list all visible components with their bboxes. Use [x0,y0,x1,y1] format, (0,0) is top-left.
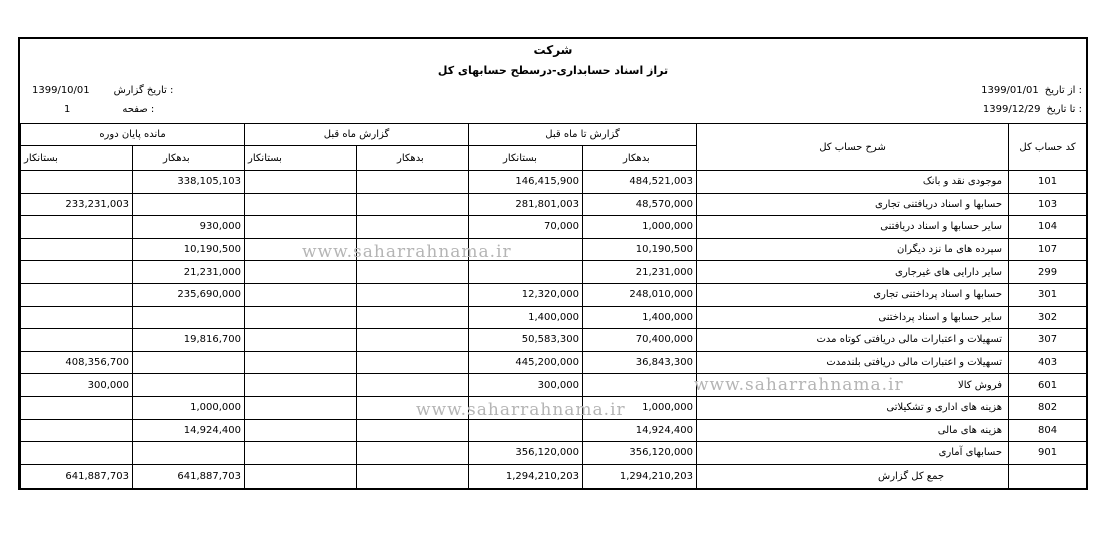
company-name: شرکت [533,43,573,57]
prev-debit-cell [357,216,469,239]
end-debit-cell [133,306,245,329]
group-end-balance: مانده پایان دوره [21,124,245,146]
table-row [21,329,1087,352]
table-row [21,351,1087,374]
prev-credit-header: بستانکار [245,146,357,171]
prev-credit-cell [245,442,357,465]
account-code-cell: 101 [1009,171,1087,194]
end-credit-cell [21,283,133,306]
end-credit-cell [21,306,133,329]
upto-credit-cell: 70,000 [469,216,583,239]
account-code-cell: 601 [1009,374,1087,397]
upto-credit-header: بستانکار [469,146,583,171]
group-prev-month: گزارش ماه قبل [245,124,469,146]
group-until-prev-month: گزارش تا ماه قبل [469,124,697,146]
table-row [21,283,1087,306]
prev-debit-header: بدهکار [357,146,469,171]
table-row [21,216,1087,239]
total-code [1009,464,1087,489]
end-credit-cell [21,396,133,419]
end-credit-cell: 408,356,700 [21,351,133,374]
watermark: www.saharrahnama.ir [694,375,904,395]
report-frame [18,37,1088,490]
trial-balance-table [20,123,1087,490]
upto-debit-cell: 10,190,500 [583,238,697,261]
account-desc-cell: تسهیلات و اعتبارات مالی دریافتی کوتاه مدت [697,329,1009,352]
report-title: تراز اسناد حسابداری-درسطح حسابهای کل [437,64,669,77]
account-code-cell: 804 [1009,419,1087,442]
upto-debit-cell [583,374,697,397]
upto-credit-cell: 50,583,300 [469,329,583,352]
end-credit-header: بستانکار [21,146,133,171]
upto-debit-cell: 356,120,000 [583,442,697,465]
upto-credit-cell [469,419,583,442]
total-prev-debit [357,464,469,489]
upto-debit-cell: 21,231,000 [583,261,697,284]
total-upto-credit: 1,294,210,203 [469,464,583,489]
page-label: صفحه : [122,104,155,115]
account-code-cell: 307 [1009,329,1087,352]
date-range [981,85,1082,123]
account-desc-cell: موجودی نقد و بانک [697,171,1009,194]
table-row [21,374,1087,397]
end-debit-cell: 1,000,000 [133,396,245,419]
table-row [21,306,1087,329]
end-debit-cell: 21,231,000 [133,261,245,284]
upto-debit-cell: 1,400,000 [583,306,697,329]
table-row [21,261,1087,284]
upto-credit-cell: 12,320,000 [469,283,583,306]
upto-credit-cell: 146,415,900 [469,171,583,194]
upto-debit-cell: 70,400,000 [583,329,697,352]
account-code-cell: 107 [1009,238,1087,261]
prev-credit-cell [245,351,357,374]
prev-debit-cell [357,419,469,442]
account-code-cell: 301 [1009,283,1087,306]
account-desc-cell: تسهیلات و اعتبارات مالی دریافتی بلندمدت [697,351,1009,374]
page-number: 1 [64,104,71,115]
account-desc-cell: حسابها و اسناد دریافتنی تجاری [697,193,1009,216]
end-debit-cell: 10,190,500 [133,238,245,261]
prev-credit-cell [245,306,357,329]
upto-credit-cell: 445,200,000 [469,351,583,374]
end-credit-cell: 233,231,003 [21,193,133,216]
prev-credit-cell [245,396,357,419]
end-credit-cell [21,442,133,465]
end-debit-cell: 338,105,103 [133,171,245,194]
prev-credit-cell [245,171,357,194]
end-debit-header: بدهکار [133,146,245,171]
account-desc-cell: حسابها و اسناد پرداختنی تجاری [697,283,1009,306]
account-desc-cell: هزینه های اداری و تشکیلاتی [697,396,1009,419]
upto-debit-cell: 248,010,000 [583,283,697,306]
prev-credit-cell [245,374,357,397]
end-credit-cell [21,238,133,261]
prev-debit-cell [357,442,469,465]
report-date-label: تاریخ گزارش : [113,85,174,96]
prev-debit-cell [357,351,469,374]
prev-credit-cell [245,283,357,306]
upto-credit-cell: 300,000 [469,374,583,397]
end-debit-cell: 235,690,000 [133,283,245,306]
end-credit-cell: 300,000 [21,374,133,397]
upto-credit-cell: 281,801,003 [469,193,583,216]
account-code-cell: 299 [1009,261,1087,284]
upto-debit-cell: 48,570,000 [583,193,697,216]
prev-debit-cell [357,374,469,397]
prev-credit-cell [245,216,357,239]
total-prev-credit [245,464,357,489]
account-desc-cell: سایر دارایی های غیرجاری [697,261,1009,284]
total-end-credit: 641,887,703 [21,464,133,489]
total-upto-debit: 1,294,210,203 [583,464,697,489]
end-debit-cell [133,351,245,374]
account-desc-cell: حسابهای آماری [697,442,1009,465]
prev-credit-cell [245,261,357,284]
table-body [21,171,1087,465]
totals-label: جمع کل گزارش [697,464,1009,489]
from-date-value: 1399/01/01 [981,85,1039,96]
upto-debit-cell: 1,000,000 [583,216,697,239]
prev-debit-cell [357,261,469,284]
account-desc-cell: سایر حسابها و اسناد دریافتنی [697,216,1009,239]
account-code-cell: 103 [1009,193,1087,216]
end-debit-cell: 14,924,400 [133,419,245,442]
upto-debit-cell: 1,000,000 [583,396,697,419]
to-date-value: 1399/12/29 [982,104,1041,115]
upto-credit-cell: 356,120,000 [469,442,583,465]
account-desc-cell: سپرده های ما نزد دیگران [697,238,1009,261]
end-credit-cell [21,261,133,284]
prev-debit-cell [357,283,469,306]
prev-debit-cell [357,171,469,194]
account-code-cell: 403 [1009,351,1087,374]
account-desc-cell: فروش کالا [697,374,1009,397]
table-row [21,419,1087,442]
prev-credit-cell [245,193,357,216]
upto-debit-header: بدهکار [583,146,697,171]
table-row [21,238,1087,261]
end-debit-cell [133,193,245,216]
account-code-cell: 104 [1009,216,1087,239]
to-date-label: تا تاریخ : [1046,104,1082,115]
upto-credit-cell: 1,400,000 [469,306,583,329]
total-end-debit: 641,887,703 [133,464,245,489]
prev-debit-cell [357,329,469,352]
account-desc-cell: سایر حسابها و اسناد پرداختنی [697,306,1009,329]
prev-debit-cell [357,306,469,329]
account-code-cell: 901 [1009,442,1087,465]
upto-debit-cell: 36,843,300 [583,351,697,374]
totals-row [21,464,1087,489]
report-date-value: 1399/10/01 [32,85,90,96]
upto-debit-cell: 484,521,003 [583,171,697,194]
prev-credit-cell [245,329,357,352]
end-debit-cell [133,374,245,397]
table-row [21,442,1087,465]
end-credit-cell [21,329,133,352]
table-row [21,193,1087,216]
prev-credit-cell [245,419,357,442]
prev-debit-cell [357,193,469,216]
end-debit-cell: 19,816,700 [133,329,245,352]
desc-header: شرح حساب کل [697,124,1009,171]
upto-credit-cell [469,261,583,284]
report-info [32,85,173,123]
from-date-label: از تاریخ : [1044,85,1082,96]
account-code-cell: 302 [1009,306,1087,329]
end-credit-cell [21,171,133,194]
table-row [21,171,1087,194]
end-debit-cell [133,442,245,465]
end-credit-cell [21,419,133,442]
code-header: کد حساب کل [1009,124,1087,171]
upto-debit-cell: 14,924,400 [583,419,697,442]
account-desc-cell: هزینه های مالی [697,419,1009,442]
account-code-cell: 802 [1009,396,1087,419]
end-debit-cell: 930,000 [133,216,245,239]
watermark: www.saharrahnama.ir [416,400,626,420]
end-credit-cell [21,216,133,239]
watermark: www.saharrahnama.ir [302,242,512,262]
